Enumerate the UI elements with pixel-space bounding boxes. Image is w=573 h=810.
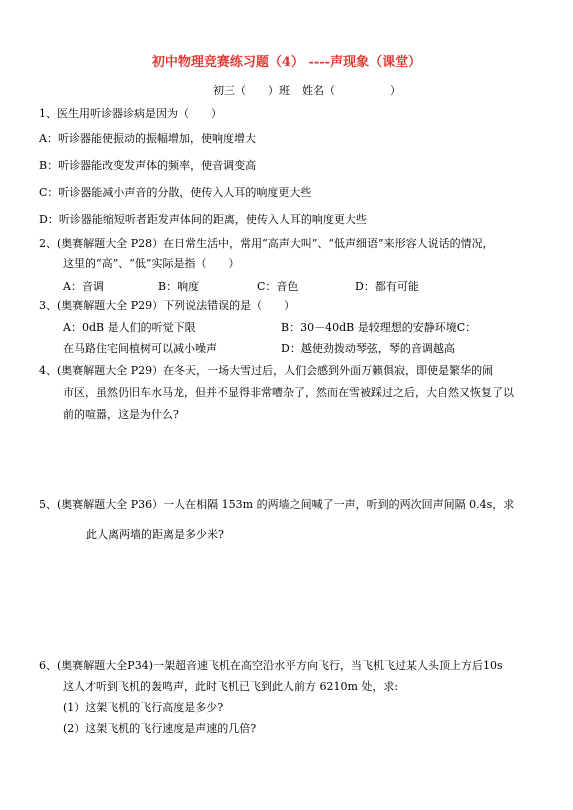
question-1-option-b: B：听诊器能改变发声体的频率，使音调变高 xyxy=(39,159,257,172)
question-2-option-c: C：音色 xyxy=(257,280,299,293)
page-title: 初中物理竞赛练习题（4） ----声现象（课堂） xyxy=(151,55,422,70)
question-2-option-b: B：响度 xyxy=(158,280,200,293)
question-6-line-3: (2）这架飞机的飞行速度是声速的几倍? xyxy=(63,722,257,735)
question-2-stem: 2、(奥赛解题大全 P28）在日常生活中，常用“高声大叫”、“低声细语”来形容人说话的情况， xyxy=(39,237,494,250)
question-1-option-d: D：听诊器能缩短听者距发声体间的距离，使传入人耳的响度更大些 xyxy=(39,213,367,226)
question-2-stem-cont: 这里的“高”、“低”实际是指（ ） xyxy=(63,257,240,270)
question-3-stem: 3、(奥赛解题大全 P29）下列说法错误的是（ ） xyxy=(39,299,296,312)
question-4-stem: 4、(奥赛解题大全 P29）在冬天，一场大雪过后，人们会感到外面万籁俱寂，即使是繁华的闹 xyxy=(39,364,494,377)
question-4-line-2: 前的喧嚣，这是为什么? xyxy=(63,408,179,421)
question-2-option-a: A：音调 xyxy=(63,280,104,293)
question-1-option-a: A：听诊器能使振动的振幅增加，使响度增大 xyxy=(39,132,256,145)
question-2-option-d: D：都有可能 xyxy=(355,280,419,293)
question-3-option-a: A：0dB 是人们的听觉下限 xyxy=(63,321,196,334)
name-field: 姓名（ ） xyxy=(302,84,401,97)
question-3-option-c: 在马路住宅间植树可以减小噪声 xyxy=(63,342,217,355)
question-5-line-1: 此人离两墙的距离是多少米? xyxy=(86,528,224,541)
question-3-option-b: B：30－40dB 是较理想的安静环境C： xyxy=(281,321,477,334)
question-1-option-c: C：听诊器能减小声音的分散，使传入人耳的响度更大些 xyxy=(39,186,312,199)
question-5-stem: 5、(奥赛解题大全 P36）一人在相隔 153m 的两墙之间喊了一声，听到的两次回声间隔 0.4s，求 xyxy=(39,498,515,511)
class-field: 初三（ ）班 xyxy=(213,84,290,97)
question-6-line-1: 这人才听到飞机的轰鸣声，此时飞机已飞到此人前方 6210m 处，求: xyxy=(63,680,399,693)
question-3-option-d: D：越使劲拨动琴弦，琴的音调越高 xyxy=(281,342,455,355)
question-6-line-2: (1）这架飞机的飞行高度是多少? xyxy=(63,701,224,714)
question-1-stem: 1、医生用听诊器诊病是因为（ ） xyxy=(39,107,222,120)
question-6-stem: 6、(奥赛解题大全P34)一架超音速飞机在高空沿水平方向飞行，当飞机飞过某人头顶上方后10s xyxy=(39,659,503,672)
question-4-line-1: 市区，虽然仍旧车水马龙，但并不显得非常嘈杂了，然而在雪被踩过之后，大自然又恢复了以 xyxy=(63,386,514,399)
